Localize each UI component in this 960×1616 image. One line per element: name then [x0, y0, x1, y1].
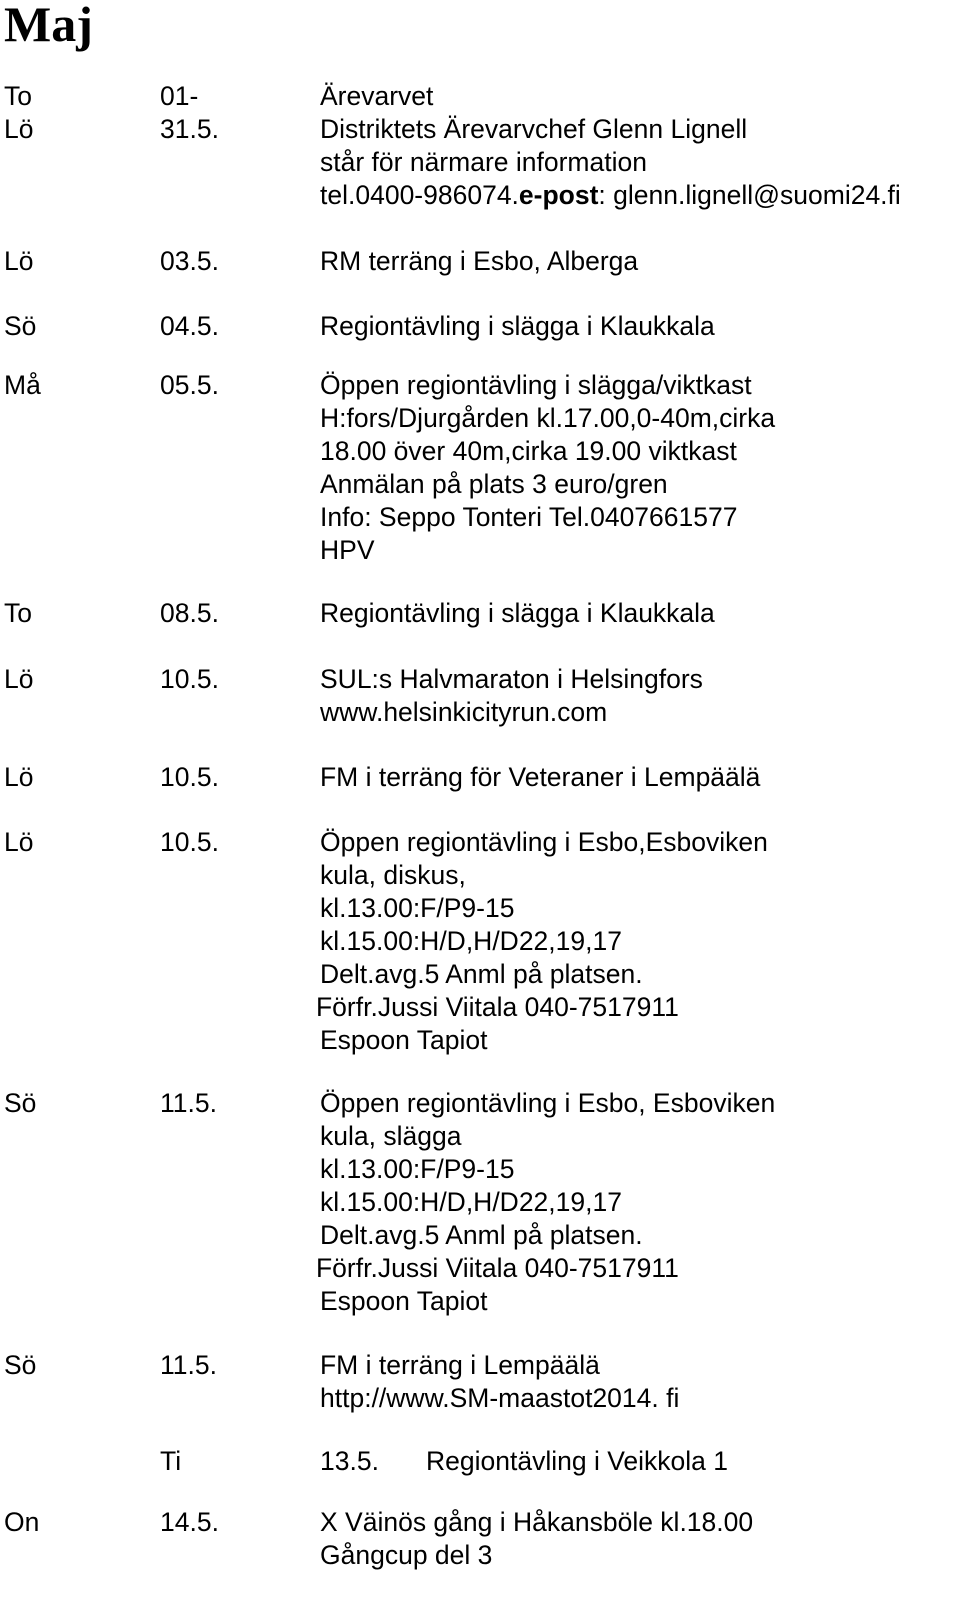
event-text: H:fors/Djurgården kl.17.00,0-40m,cirka — [320, 403, 776, 433]
event-date: 10.5. — [160, 762, 219, 792]
event-date: 31.5. — [160, 114, 219, 144]
event-text: kl.13.00:F/P9-15 — [320, 1154, 515, 1184]
event-text: Delt.avg.5 Anml på platsen. — [320, 959, 643, 989]
event-text: FM i terräng för Veteraner i Lempäälä — [320, 762, 761, 792]
event-text: kula, diskus, — [320, 860, 466, 890]
event-text: Espoon Tapiot — [320, 1025, 488, 1055]
event-text: Öppen regiontävling i Esbo,Esboviken — [320, 827, 768, 857]
event-day: Sö — [4, 1088, 37, 1118]
event-text: Regiontävling i slägga i Klaukkala — [320, 311, 715, 341]
event-text: Regiontävling i slägga i Klaukkala — [320, 598, 715, 628]
event-day: On — [4, 1507, 40, 1537]
event-text: Delt.avg.5 Anml på platsen. — [320, 1220, 643, 1250]
event-day: To — [4, 598, 32, 628]
month-title: Maj — [4, 0, 93, 52]
event-email: : glenn.lignell@suomi24.fi — [598, 180, 901, 210]
event-day: Lö — [4, 664, 34, 694]
event-text: Regiontävling i Veikkola 1 — [426, 1446, 728, 1476]
event-text: X Väinös gång i Håkansböle kl.18.00 — [320, 1507, 754, 1537]
event-date: 01- — [160, 81, 199, 111]
event-date: 10.5. — [160, 827, 219, 857]
event-text: Förfr.Jussi Viitala 040-7517911 — [316, 992, 679, 1022]
event-text: HPV — [320, 535, 375, 565]
event-text: kl.15.00:H/D,H/D22,19,17 — [320, 1187, 622, 1217]
event-text: 18.00 över 40m,cirka 19.00 viktkast — [320, 436, 737, 466]
event-day: Sö — [4, 1350, 37, 1380]
event-text: Ärevarvet — [320, 81, 434, 111]
event-day: Må — [4, 370, 41, 400]
event-date: 04.5. — [160, 311, 219, 341]
event-date: 11.5. — [160, 1088, 217, 1118]
event-text: SUL:s Halvmaraton i Helsingfors — [320, 664, 703, 694]
event-text: kl.13.00:F/P9-15 — [320, 893, 515, 923]
event-day: Ti — [160, 1446, 182, 1476]
event-text: FM i terräng i Lempäälä — [320, 1350, 600, 1380]
event-day: Lö — [4, 827, 34, 857]
event-text: Info: Seppo Tonteri Tel.0407661577 — [320, 502, 738, 532]
event-date: 08.5. — [160, 598, 219, 628]
event-date: 14.5. — [160, 1507, 219, 1537]
event-date: 11.5. — [160, 1350, 217, 1380]
event-text: Anmälan på plats 3 euro/gren — [320, 469, 668, 499]
event-text: Öppen regiontävling i slägga/viktkast — [320, 370, 752, 400]
event-day: To — [4, 81, 32, 111]
event-text: Distriktets Ärevarvchef Glenn Lignell — [320, 114, 748, 144]
event-text: står för närmare information — [320, 147, 647, 177]
event-link[interactable]: http://www.SM-maastot2014. fi — [320, 1383, 680, 1413]
event-day: Lö — [4, 114, 34, 144]
event-date: 05.5. — [160, 370, 219, 400]
event-text: Öppen regiontävling i Esbo, Esboviken — [320, 1088, 776, 1118]
email-label: e-post — [518, 180, 599, 210]
event-day: Sö — [4, 311, 37, 341]
event-text: Espoon Tapiot — [320, 1286, 488, 1316]
event-contact-line — [320, 178, 901, 212]
event-text: Förfr.Jussi Viitala 040-7517911 — [316, 1253, 679, 1283]
event-day: Lö — [4, 762, 34, 792]
event-text: Gångcup del 3 — [320, 1540, 493, 1570]
event-day: Lö — [4, 246, 34, 276]
event-date: 13.5. — [320, 1446, 379, 1476]
event-text: kula, slägga — [320, 1121, 462, 1151]
event-text: RM terräng i Esbo, Alberga — [320, 246, 639, 276]
event-date: 03.5. — [160, 246, 219, 276]
event-phone: tel.0400-986074. — [320, 180, 519, 210]
event-link[interactable]: www.helsinkicityrun.com — [320, 697, 608, 727]
event-date: 10.5. — [160, 664, 219, 694]
event-text: kl.15.00:H/D,H/D22,19,17 — [320, 926, 622, 956]
